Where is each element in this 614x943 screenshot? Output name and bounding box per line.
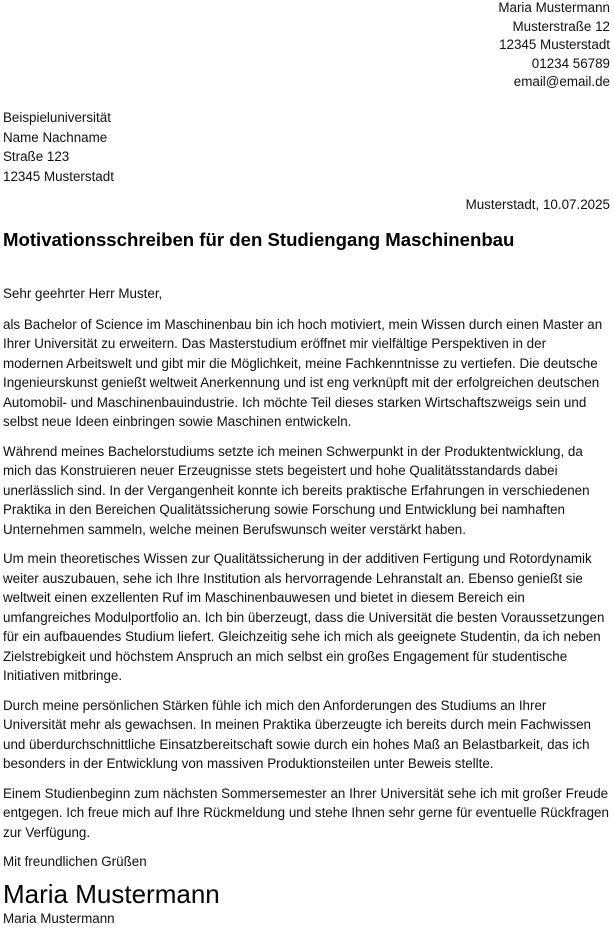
letter-body — [3, 284, 609, 852]
letter-subject: Motivationsschreiben für den Studiengang Maschinenbau — [3, 229, 515, 250]
sender-city: 12345 Musterstadt — [499, 37, 610, 52]
recipient-institution: Beispieluniversität — [3, 110, 111, 125]
closing-phrase: Mit freundlichen Grüßen — [3, 854, 147, 869]
recipient-city: 12345 Musterstadt — [3, 168, 114, 184]
signature: Maria Mustermann — [3, 879, 220, 909]
salutation: Sehr geehrter Herr Muster, — [3, 286, 163, 301]
closing-block — [3, 854, 220, 926]
body-paragraph: Durch meine persönlichen Stärken fühle ich mich den Anforderungen des Studiums an Ihrer Universität mehr als gewachsen. In meinen Praktika überzeugte ich bereits durch mein Fachwissen und überdurchschnittliche Einsatzbereitschaft sowie durch ein hohes Maß an Belastbarkeit, das ich besonders in der Entwicklung von massiven Produktionsteilen unter Beweis stellte. — [3, 697, 591, 771]
sender-phone: 01234 56789 — [531, 55, 610, 71]
body-paragraph: Um mein theoretisches Wissen zur Qualitätssicherung in der additiven Fertigung und Rotordynamik weiter auszubauen, sehe ich Ihre Institution als hervorragende Lehranstalt an. Ebenso genießt sie weltweit einen exzellenten Ruf im Maschinenbauwesen und bietet in diesem Bereich ein umfangreiches Modulportfolio an. Ich bin überzeugt, dass die Universität die besten Voraussetzungen für ein aufbauendes Studium liefert. Gleichzeitig sehe ich mich als geeignete Studentin, da ich neben Zielstrebigkeit und höchstem Anspruch an mich selbst ein großes Engagement für studentische Initiativen mitbringe. — [3, 551, 605, 683]
signed-name: Maria Mustermann — [3, 911, 115, 926]
body-paragraph: als Bachelor of Science im Maschinenbau bin ich hoch motiviert, mein Wissen durch einen Master an Ihrer Universität zu erweitern. Das Masterstudium eröffnet mir vielfältige Perspektiven in der modernen Arbeitswelt und gibt mir die Möglichkeit, meine Fachkenntnisse zu vertiefen. Die deutsche Ingenieurskunst genießt weltweit Anerkennung und ist eng verknüpft mit der erfolgreichen deutschen Automobil- und Maschinenbauindustrie. Ich möchte Teil dieses starken Wirtschaftszweigs sein und selbst neue Ideen einbringen sowie Maschinen entwickeln. — [3, 316, 603, 429]
sender-address-block — [498, 0, 610, 92]
sender-email: email@email.de — [513, 74, 610, 89]
place-and-date: Musterstadt, 10.07.2025 — [465, 197, 610, 212]
recipient-contact: Name Nachname — [3, 129, 108, 145]
recipient-address-block — [3, 108, 114, 186]
body-paragraph: Während meines Bachelorstudiums setzte ich meinen Schwerpunkt in der Produktentwicklung, da mich das Konstruieren neuer Erzeugnisse stets begeistert und hohe Qualitätsstandards dabei unerlässlich sind. In der Vergangenheit konnte ich bereits praktische Erfahrungen in verschiedenen Praktika in den Bereichen Qualitätssicherung sowie Forschung und Entwicklung bei namhaften Unternehmen sammeln, welche meinen Berufswunsch weiter verstärkt haben. — [3, 443, 590, 537]
sender-street: Musterstraße 12 — [512, 18, 610, 34]
recipient-street: Straße 123 — [3, 149, 70, 165]
body-paragraph: Einem Studienbeginn zum nächsten Sommersemester an Ihrer Universität sehe ich mit großer Freude entgegen. Ich freue mich auf Ihre Rückmeldung und stehe Ihnen sehr gerne für eventuelle Rückfragen zur Verfügung. — [3, 785, 609, 840]
sender-name: Maria Mustermann — [498, 0, 610, 15]
